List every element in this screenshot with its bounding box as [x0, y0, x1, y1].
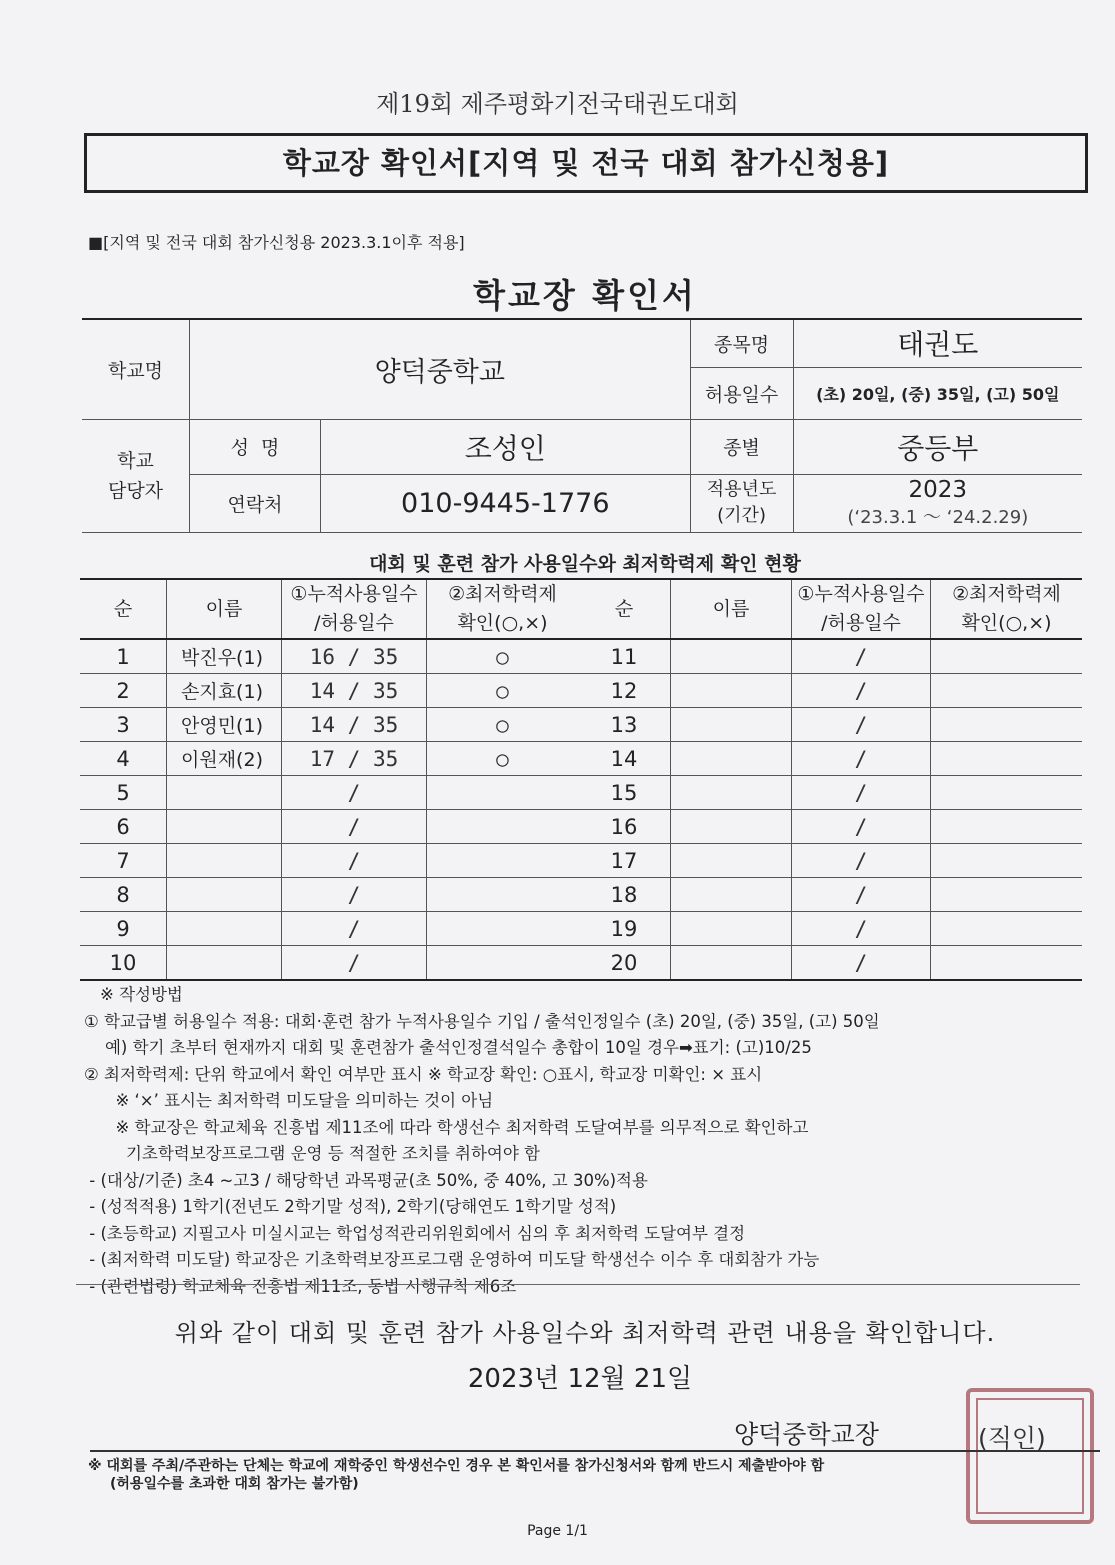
table-row	[80, 946, 578, 981]
instruction-line: ② 최저학력제: 단위 학교에서 확인 여부만 표시 ※ 학교장 확인: ○표시, 학교장 미확인: × 표시	[84, 1064, 763, 1084]
row-academic-check	[427, 844, 579, 878]
row-name	[671, 742, 792, 776]
contact-label: 연락처	[190, 474, 321, 532]
row-days: /	[792, 912, 931, 946]
col-academic: ②최저학력제 확인(○,×)	[427, 579, 579, 639]
row-academic-check: ○	[427, 674, 579, 708]
row-name	[167, 776, 282, 810]
section-title: 대회 및 훈련 참가 사용일수와 최저학력제 확인 현황	[369, 553, 801, 575]
row-academic-check	[931, 912, 1083, 946]
row-days: /	[792, 946, 931, 981]
seal-label: (직인)	[978, 1424, 1046, 1453]
row-name	[671, 639, 792, 674]
row-academic-check	[427, 878, 579, 912]
applicability-note: ■[지역 및 전국 대회 참가신청용 2023.3.1이후 적용]	[88, 233, 465, 252]
row-seq: 3	[80, 708, 167, 742]
row-days: /	[792, 639, 931, 674]
row-seq: 4	[80, 742, 167, 776]
row-seq: 14	[578, 742, 671, 776]
table-row	[80, 878, 578, 912]
row-seq: 10	[80, 946, 167, 981]
table-row	[80, 844, 578, 878]
school-label: 학교명	[82, 319, 190, 419]
division-value: 중등부	[793, 419, 1082, 474]
sport-value: 태권도	[793, 319, 1082, 367]
row-academic-check	[931, 639, 1083, 674]
table-row	[578, 639, 1082, 674]
table-row	[578, 810, 1082, 844]
row-days: /	[792, 674, 931, 708]
row-days: /	[282, 912, 427, 946]
row-name	[671, 674, 792, 708]
sport-label: 종목명	[690, 319, 793, 367]
table-row	[80, 708, 578, 742]
table-row	[80, 776, 578, 810]
instruction-line: ※ ‘×’ 표시는 최저학력 미도달을 의미하는 것이 아님	[84, 1091, 494, 1110]
instruction-line: ※ 작성방법	[100, 985, 183, 1004]
row-name	[671, 810, 792, 844]
row-academic-check: ○	[427, 708, 579, 742]
col-days: ①누적사용일수 /허용일수	[282, 579, 427, 639]
row-days: /	[792, 810, 931, 844]
row-seq: 18	[578, 878, 671, 912]
instruction-line: - (초등학교) 지필고사 미실시교는 학업성적관리위원회에서 심의 후 최저학력 도달여부 결정	[84, 1223, 746, 1243]
row-seq: 6	[80, 810, 167, 844]
row-seq: 9	[80, 912, 167, 946]
allowed-days-label: 허용일수	[690, 367, 793, 419]
row-seq: 7	[80, 844, 167, 878]
row-seq: 16	[578, 810, 671, 844]
row-days: /	[282, 878, 427, 912]
row-name	[167, 912, 282, 946]
status-table-left	[80, 578, 578, 981]
row-academic-check: ○	[427, 639, 579, 674]
table-row	[578, 912, 1082, 946]
row-name	[671, 844, 792, 878]
row-name	[167, 810, 282, 844]
row-academic-check	[931, 946, 1083, 981]
row-days: /	[792, 708, 931, 742]
footnote-1: ※ 대회를 주최/주관하는 단체는 학교에 재학중인 학생선수인 경우 본 확인서를 참가신청서와 함께 반드시 제출받아야 함	[88, 1458, 825, 1474]
name-label: 성 명	[190, 419, 321, 474]
row-seq: 11	[578, 639, 671, 674]
row-name	[167, 844, 282, 878]
row-days: /	[792, 878, 931, 912]
status-table-right	[578, 578, 1082, 981]
row-seq: 19	[578, 912, 671, 946]
col-name: 이름	[167, 579, 282, 639]
row-name: 안영민(1)	[167, 708, 282, 742]
row-seq: 15	[578, 776, 671, 810]
table-row	[578, 776, 1082, 810]
row-seq: 12	[578, 674, 671, 708]
footer-divider	[90, 1450, 1100, 1452]
row-name	[167, 946, 282, 981]
row-academic-check: ○	[427, 742, 579, 776]
row-academic-check	[427, 810, 579, 844]
official-seal	[966, 1388, 1094, 1524]
table-row	[80, 639, 578, 674]
row-days: 14 / 35	[282, 708, 427, 742]
row-name	[671, 776, 792, 810]
row-seq: 17	[578, 844, 671, 878]
table-row	[80, 674, 578, 708]
row-days: /	[792, 742, 931, 776]
col-seq: 순	[578, 579, 671, 639]
page-number: Page 1/1	[527, 1523, 588, 1539]
table-row	[80, 810, 578, 844]
col-days: ①누적사용일수 /허용일수	[792, 579, 931, 639]
row-name: 이원재(2)	[167, 742, 282, 776]
year-value: 2023	[908, 477, 968, 503]
table-row	[578, 708, 1082, 742]
row-days: /	[282, 844, 427, 878]
allowed-days-value: (초) 20일, (중) 35일, (고) 50일	[793, 367, 1082, 419]
row-seq: 13	[578, 708, 671, 742]
row-days: /	[282, 776, 427, 810]
instruction-line: - (대상/기준) 초4 ~고3 / 해당학년 과목평균(초 50%, 중 40%, 고 30%)적용	[84, 1170, 648, 1190]
contact-value: 010-9445-1776	[321, 474, 691, 532]
footnote-2: (허용일수를 초과한 대회 참가는 불가함)	[110, 1476, 359, 1492]
row-academic-check	[427, 946, 579, 981]
principal-name: 양덕중학교장	[734, 1420, 879, 1449]
year-cell	[793, 474, 1082, 532]
table-row	[578, 844, 1082, 878]
col-name: 이름	[671, 579, 792, 639]
row-days: /	[282, 810, 427, 844]
col-seq: 순	[80, 579, 167, 639]
instructions	[84, 982, 880, 1300]
row-academic-check	[931, 708, 1083, 742]
row-seq: 20	[578, 946, 671, 981]
row-name: 손지효(1)	[167, 674, 282, 708]
divider	[76, 1284, 1080, 1285]
row-academic-check	[931, 878, 1083, 912]
row-seq: 2	[80, 674, 167, 708]
info-table	[82, 318, 1082, 533]
instruction-line: - (성적적용) 1학기(전년도 2학기말 성적), 2학기(당해연도 1학기말 성적)	[84, 1197, 617, 1216]
row-academic-check	[931, 776, 1083, 810]
row-academic-check	[931, 844, 1083, 878]
table-row	[578, 878, 1082, 912]
row-name	[671, 946, 792, 981]
table-row	[80, 742, 578, 776]
row-name	[671, 878, 792, 912]
confirmation-text: 위와 같이 대회 및 훈련 참가 사용일수와 최저학력 관련 내용을 확인합니다.	[174, 1319, 996, 1347]
row-days: 16 / 35	[282, 639, 427, 674]
table-row	[578, 742, 1082, 776]
table-row	[80, 912, 578, 946]
row-academic-check	[931, 674, 1083, 708]
document-title: 학교장 확인서	[473, 276, 697, 315]
row-name	[167, 878, 282, 912]
division-label: 종별	[690, 419, 793, 474]
row-academic-check	[427, 912, 579, 946]
year-label: 적용년도 (기간)	[690, 474, 793, 532]
school-name: 양덕중학교	[190, 319, 691, 419]
row-days: 14 / 35	[282, 674, 427, 708]
form-title: 학교장 확인서[지역 및 전국 대회 참가신청용]	[282, 146, 890, 180]
instruction-line: ① 학교급별 허용일수 적용: 대회·훈련 참가 누적사용일수 기입 / 출석인정일수 (초) 20일, (중) 35일, (고) 50일	[84, 1011, 880, 1031]
instruction-line: - (관련법령) 학교체육 진흥법 제11조, 동법 시행규칙 제6조	[84, 1276, 517, 1296]
row-seq: 1	[80, 639, 167, 674]
row-academic-check	[931, 742, 1083, 776]
row-academic-check	[427, 776, 579, 810]
row-days: /	[282, 946, 427, 981]
row-academic-check	[931, 810, 1083, 844]
row-name	[671, 708, 792, 742]
form-title-box	[84, 133, 1088, 193]
instruction-line: ※ 학교장은 학교체육 진흥법 제11조에 따라 학생선수 최저학력 도달여부를 의무적으로 확인하고	[84, 1117, 809, 1137]
table-row	[578, 946, 1082, 981]
table-row	[578, 674, 1082, 708]
instruction-line: 예) 학기 초부터 현재까지 대회 및 훈련참가 출석인정결석일수 총합이 10일 경우➡표기: (고)10/25	[84, 1038, 812, 1057]
row-seq: 5	[80, 776, 167, 810]
instruction-line: - (최저학력 미도달) 학교장은 기초학력보장프로그램 운영하여 미도달 학생선수 이수 후 대회참가 가능	[84, 1250, 820, 1269]
row-name	[671, 912, 792, 946]
instruction-line: 기초학력보장프로그램 운영 등 적절한 조치를 취하여야 함	[84, 1144, 540, 1163]
row-days: /	[792, 844, 931, 878]
col-academic: ②최저학력제 확인(○,×)	[931, 579, 1083, 639]
row-seq: 8	[80, 878, 167, 912]
event-title: 제19회 제주평화기전국태권도대회	[376, 90, 739, 118]
manager-name: 조성인	[321, 419, 691, 474]
row-days: /	[792, 776, 931, 810]
row-days: 17 / 35	[282, 742, 427, 776]
period-value: (‘23.3.1 ～ ‘24.2.29)	[847, 507, 1029, 528]
manager-label: 학교 담당자	[82, 419, 190, 532]
row-name: 박진우(1)	[167, 639, 282, 674]
issue-date: 2023년 12월 21일	[467, 1364, 693, 1394]
